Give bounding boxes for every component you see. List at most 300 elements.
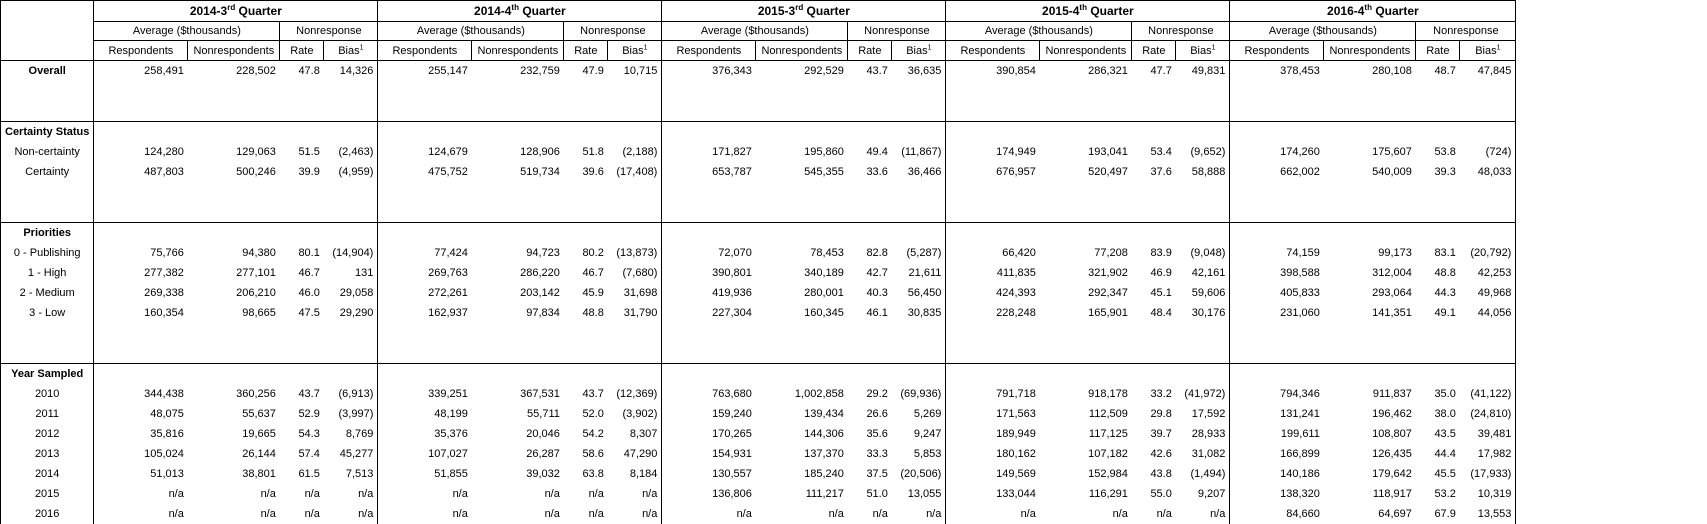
average-group-header: Average ($thousands)	[946, 22, 1132, 41]
rate-value: n/a	[304, 508, 320, 520]
quarter-label: 2014-3	[189, 4, 228, 18]
spacer-cell	[756, 343, 848, 364]
spacer-cell	[1, 343, 94, 364]
row-label: 2010	[1, 384, 94, 404]
respondents-value: 51,855	[434, 468, 468, 480]
empty-cell	[94, 364, 188, 385]
bias-value: n/a	[1176, 504, 1230, 524]
spacer-cell	[1132, 81, 1176, 101]
rate-value: 61.5	[298, 468, 320, 480]
rate-col-header: Rate	[848, 41, 892, 61]
nonrespondents-value: 99,173	[1378, 247, 1412, 259]
respondents-value: 277,382	[144, 267, 184, 279]
spacer-cell	[756, 202, 848, 223]
empty-cell	[1230, 364, 1324, 385]
bias-footnote-marker: 1	[643, 43, 648, 51]
nonrespondents-value: 118,917	[1372, 488, 1412, 500]
average-group-header: Average ($thousands)	[662, 22, 848, 41]
bias-value: (69,936)	[892, 384, 946, 404]
nonrespondents-value: 195,860	[804, 146, 844, 158]
respondents-value: 653,787	[712, 166, 752, 178]
spacer-cell	[472, 101, 564, 122]
empty-cell	[280, 364, 324, 385]
spacer-cell	[946, 101, 1040, 122]
quarter-suffix: Quarter	[235, 4, 282, 18]
bias-col-header	[892, 41, 946, 61]
nonrespondents-value: 38,801	[242, 468, 276, 480]
spacer-cell	[378, 182, 472, 202]
rate-value: 46.7	[298, 267, 320, 279]
respondents-value: 107,027	[428, 448, 468, 460]
spacer-cell	[608, 101, 662, 122]
quarter-label: 2015-4	[1042, 4, 1080, 18]
spacer-cell	[94, 202, 188, 223]
table-row	[1, 303, 1516, 323]
respondents-value: 124,280	[144, 146, 184, 158]
rate-value: n/a	[304, 488, 320, 500]
bias-value: 8,769	[324, 424, 378, 444]
bias-value: 7,513	[324, 464, 378, 484]
spacer-cell	[1230, 202, 1324, 223]
respondents-value: 74,159	[1286, 247, 1320, 259]
spacer-row	[1, 101, 1516, 122]
empty-cell	[1416, 223, 1460, 244]
spacer-row	[1, 202, 1516, 223]
spacer-cell	[1176, 182, 1230, 202]
bias-value: n/a	[608, 504, 662, 524]
spacer-cell	[324, 343, 378, 364]
spacer-cell	[608, 343, 662, 364]
nonrespondents-value: 139,434	[804, 408, 844, 420]
row-label: 2016	[1, 504, 94, 524]
respondents-value: 424,393	[996, 287, 1036, 299]
spacer-cell	[1416, 81, 1460, 101]
bias-value: (20,792)	[1460, 243, 1516, 263]
nonrespondents-value: 112,509	[1088, 408, 1128, 420]
nonrespondents-value: 179,642	[1372, 468, 1412, 480]
respondents-col-header: Respondents	[1230, 41, 1324, 61]
rate-value: 39.6	[582, 166, 604, 178]
spacer-cell	[280, 343, 324, 364]
nonrespondents-value: n/a	[260, 508, 276, 520]
respondents-value: 411,835	[996, 267, 1036, 279]
spacer-cell	[324, 182, 378, 202]
empty-cell	[608, 364, 662, 385]
spacer-cell	[1132, 182, 1176, 202]
spacer-cell	[378, 202, 472, 223]
spacer-cell	[1176, 343, 1230, 364]
bias-footnote-marker: 1	[1496, 43, 1501, 51]
respondents-value: n/a	[168, 488, 184, 500]
nonresponse-group-header: Nonresponse	[848, 22, 946, 41]
nonrespondents-value: 911,837	[1372, 388, 1412, 400]
spacer-cell	[1132, 323, 1176, 343]
bias-value: 13,553	[1460, 504, 1516, 524]
spacer-cell	[324, 101, 378, 122]
corner-cell	[1, 1, 94, 61]
nonrespondents-value: 321,902	[1088, 267, 1128, 279]
spacer-cell	[472, 202, 564, 223]
nonrespondents-value: 107,182	[1088, 448, 1128, 460]
spacer-cell	[378, 101, 472, 122]
bias-col-header	[324, 41, 378, 61]
empty-cell	[1230, 122, 1324, 143]
bias-value: (20,506)	[892, 464, 946, 484]
nonrespondents-value: 165,901	[1088, 307, 1128, 319]
spacer-cell	[892, 202, 946, 223]
nonrespondents-value: 292,347	[1088, 287, 1128, 299]
nonrespondents-value: n/a	[828, 508, 844, 520]
respondents-value: 763,680	[712, 388, 752, 400]
bias-value: 36,635	[892, 61, 946, 82]
quarter-suffix: Quarter	[1086, 4, 1134, 18]
bias-value: 47,290	[608, 444, 662, 464]
bias-label: Bias	[338, 44, 360, 57]
respondents-value: 159,240	[712, 408, 752, 420]
spacer-cell	[1230, 182, 1324, 202]
spacer-cell	[1, 81, 94, 101]
spacer-cell	[472, 81, 564, 101]
bias-value: 9,207	[1176, 484, 1230, 504]
nonrespondents-value: 111,217	[805, 488, 844, 500]
empty-cell	[946, 122, 1040, 143]
bias-value: 131	[324, 263, 378, 283]
section-title: Year Sampled	[1, 364, 94, 385]
row-label: 2014	[1, 464, 94, 484]
spacer-cell	[1040, 182, 1132, 202]
spacer-cell	[378, 343, 472, 364]
spacer-cell	[188, 323, 280, 343]
rate-value: 47.7	[1150, 65, 1172, 77]
nonrespondents-value: 228,502	[236, 65, 276, 77]
rate-col-header: Rate	[1416, 41, 1460, 61]
spacer-cell	[324, 81, 378, 101]
nonrespondents-value: 129,063	[236, 146, 276, 158]
empty-cell	[94, 122, 188, 143]
nonrespondents-value: 286,321	[1088, 65, 1128, 77]
nonrespondents-value: 39,032	[526, 468, 560, 480]
spacer-cell	[1176, 323, 1230, 343]
spacer-cell	[1132, 343, 1176, 364]
bias-footnote-marker: 1	[927, 43, 932, 51]
nonrespondents-value: 19,665	[242, 428, 276, 440]
rate-value: 80.1	[298, 247, 320, 259]
table-row	[1, 142, 1516, 162]
row-label: Certainty	[1, 162, 94, 182]
empty-cell	[564, 364, 608, 385]
spacer-cell	[188, 202, 280, 223]
table-row	[1, 484, 1516, 504]
respondents-value: 48,199	[434, 408, 468, 420]
empty-cell	[1176, 122, 1230, 143]
spacer-row	[1, 343, 1516, 364]
spacer-cell	[1460, 81, 1516, 101]
spacer-cell	[662, 343, 756, 364]
nonrespondents-value: 519,734	[520, 166, 560, 178]
quarter-ordinal: rd	[227, 3, 236, 12]
empty-cell	[1460, 223, 1516, 244]
table-row	[1, 444, 1516, 464]
nonrespondents-value: 520,497	[1088, 166, 1128, 178]
nonrespondents-value: 94,380	[242, 247, 276, 259]
bias-value: (724)	[1460, 142, 1516, 162]
rate-value: 48.7	[1434, 65, 1456, 77]
respondents-value: 376,343	[712, 65, 752, 77]
rate-value: 39.9	[298, 166, 320, 178]
rate-value: 46.0	[298, 287, 320, 299]
spacer-cell	[564, 323, 608, 343]
empty-cell	[564, 122, 608, 143]
spacer-row	[1, 81, 1516, 101]
respondents-value: 344,438	[144, 388, 184, 400]
respondents-value: 794,346	[1280, 388, 1320, 400]
spacer-cell	[1040, 81, 1132, 101]
spacer-cell	[1460, 202, 1516, 223]
nonrespondents-value: 20,046	[526, 428, 560, 440]
spacer-cell	[94, 101, 188, 122]
spacer-cell	[1040, 101, 1132, 122]
spacer-cell	[848, 202, 892, 223]
nonrespondents-value: 117,125	[1088, 428, 1128, 440]
respondents-value: 339,251	[428, 388, 468, 400]
empty-cell	[1040, 364, 1132, 385]
empty-cell	[662, 223, 756, 244]
spacer-cell	[188, 81, 280, 101]
row-label: Non-certainty	[1, 142, 94, 162]
respondents-value: 51,013	[150, 468, 184, 480]
empty-cell	[1132, 364, 1176, 385]
bias-value: (13,873)	[608, 243, 662, 263]
rate-value: 52.0	[582, 408, 604, 420]
respondents-value: 180,162	[996, 448, 1036, 460]
rate-value: 49.4	[866, 146, 888, 158]
empty-cell	[472, 223, 564, 244]
rate-value: 46.7	[582, 267, 604, 279]
bias-value: (24,810)	[1460, 404, 1516, 424]
bias-value: 29,290	[324, 303, 378, 323]
bias-label: Bias	[1475, 44, 1497, 57]
empty-cell	[472, 364, 564, 385]
spacer-cell	[892, 81, 946, 101]
row-label: 2013	[1, 444, 94, 464]
empty-cell	[1040, 223, 1132, 244]
rate-value: 55.0	[1150, 488, 1172, 500]
nonrespondents-value: 540,009	[1372, 166, 1412, 178]
rate-value: 47.9	[582, 65, 604, 77]
spacer-cell	[1132, 202, 1176, 223]
spacer-cell	[94, 323, 188, 343]
empty-cell	[892, 122, 946, 143]
bias-col-header	[1460, 41, 1516, 61]
rate-value: 39.3	[1434, 166, 1456, 178]
table-row	[1, 464, 1516, 484]
rate-value: 83.1	[1434, 247, 1456, 259]
bias-value: 49,831	[1176, 61, 1230, 82]
spacer-cell	[1040, 323, 1132, 343]
bias-value: 14,326	[324, 61, 378, 82]
spacer-cell	[1416, 101, 1460, 122]
spacer-cell	[188, 182, 280, 202]
respondents-value: 140,186	[1280, 468, 1320, 480]
respondents-value: 255,147	[428, 65, 468, 77]
respondents-value: 269,338	[144, 287, 184, 299]
rate-value: 63.8	[582, 468, 604, 480]
spacer-cell	[1230, 323, 1324, 343]
respondents-value: 48,075	[150, 408, 184, 420]
rate-col-header: Rate	[1132, 41, 1176, 61]
respondents-col-header: Respondents	[94, 41, 188, 61]
bias-value: 8,184	[608, 464, 662, 484]
spacer-cell	[378, 323, 472, 343]
empty-cell	[280, 223, 324, 244]
bias-value: (6,913)	[324, 384, 378, 404]
quarter-header	[946, 1, 1230, 22]
rate-value: 49.1	[1434, 307, 1456, 319]
respondents-value: 170,265	[712, 428, 752, 440]
respondents-col-header: Respondents	[662, 41, 756, 61]
respondents-value: n/a	[452, 488, 468, 500]
empty-cell	[94, 223, 188, 244]
rate-value: 51.8	[582, 146, 604, 158]
respondents-value: 154,931	[712, 448, 752, 460]
rate-value: 47.8	[298, 65, 320, 77]
nonrespondents-value: 293,064	[1372, 287, 1412, 299]
respondents-value: 130,557	[712, 468, 752, 480]
spacer-cell	[1324, 343, 1416, 364]
quarter-label: 2014-4	[474, 4, 512, 18]
bias-value: 10,715	[608, 61, 662, 82]
spacer-cell	[1230, 81, 1324, 101]
average-group-header: Average ($thousands)	[94, 22, 280, 41]
spacer-cell	[608, 202, 662, 223]
spacer-cell	[756, 323, 848, 343]
spacer-cell	[608, 182, 662, 202]
bias-value: 30,176	[1176, 303, 1230, 323]
spacer-cell	[1416, 202, 1460, 223]
respondents-value: 189,949	[996, 428, 1036, 440]
bias-value: 17,982	[1460, 444, 1516, 464]
bias-value: 44,056	[1460, 303, 1516, 323]
spacer-cell	[378, 81, 472, 101]
row-label: 3 - Low	[1, 303, 94, 323]
respondents-value: 390,854	[996, 65, 1036, 77]
bias-footnote-marker: 1	[1211, 43, 1216, 51]
spacer-cell	[564, 81, 608, 101]
spacer-cell	[1416, 323, 1460, 343]
section-title: Certainty Status	[1, 122, 94, 143]
bias-value: (11,867)	[892, 142, 946, 162]
nonresponse-group-header: Nonresponse	[564, 22, 662, 41]
nonrespondents-value: 126,435	[1372, 448, 1412, 460]
spacer-cell	[94, 182, 188, 202]
spacer-cell	[892, 343, 946, 364]
spacer-cell	[946, 323, 1040, 343]
spacer-cell	[756, 182, 848, 202]
empty-cell	[848, 364, 892, 385]
nonrespondents-value: n/a	[544, 508, 560, 520]
nonrespondents-value: 144,306	[804, 428, 844, 440]
empty-cell	[324, 223, 378, 244]
bias-value: 45,277	[324, 444, 378, 464]
rate-value: 43.7	[866, 65, 888, 77]
bias-value: 9,247	[892, 424, 946, 444]
table-row	[1, 162, 1516, 182]
rate-value: 67.9	[1434, 508, 1456, 520]
respondents-col-header: Respondents	[946, 41, 1040, 61]
rate-value: 82.8	[866, 247, 888, 259]
quarter-suffix: Quarter	[518, 4, 566, 18]
empty-cell	[892, 364, 946, 385]
bias-value: (14,904)	[324, 243, 378, 263]
nonrespondents-value: 77,208	[1094, 247, 1128, 259]
spacer-cell	[1460, 101, 1516, 122]
rate-value: 37.5	[866, 468, 888, 480]
table-row	[1, 504, 1516, 524]
spacer-cell	[1460, 182, 1516, 202]
respondents-value: n/a	[1020, 508, 1036, 520]
spacer-cell	[472, 182, 564, 202]
rate-value: 53.4	[1150, 146, 1172, 158]
spacer-cell	[892, 182, 946, 202]
nonrespondents-value: 232,759	[520, 65, 560, 77]
rate-value: 46.1	[866, 307, 888, 319]
rate-value: 45.1	[1150, 287, 1172, 299]
quarter-suffix: Quarter	[1371, 4, 1419, 18]
respondents-value: 174,949	[996, 146, 1036, 158]
respondents-value: 405,833	[1280, 287, 1320, 299]
bias-value: n/a	[608, 484, 662, 504]
quarter-ordinal: th	[1364, 3, 1372, 12]
respondents-value: 136,806	[712, 488, 752, 500]
empty-cell	[188, 223, 280, 244]
empty-cell	[892, 223, 946, 244]
bias-value: n/a	[892, 504, 946, 524]
quarter-header	[94, 1, 378, 22]
nonresponse-group-header: Nonresponse	[1132, 22, 1230, 41]
spacer-cell	[756, 101, 848, 122]
section-title: Priorities	[1, 223, 94, 244]
rate-value: 40.3	[866, 287, 888, 299]
nonrespondents-col-header: Nonrespondents	[1040, 41, 1132, 61]
empty-cell	[1132, 223, 1176, 244]
bias-value: (41,972)	[1176, 384, 1230, 404]
table-row	[1, 283, 1516, 303]
bias-value: (12,369)	[608, 384, 662, 404]
empty-cell	[1324, 122, 1416, 143]
empty-cell	[280, 122, 324, 143]
empty-cell	[188, 364, 280, 385]
spacer-row	[1, 182, 1516, 202]
empty-cell	[848, 122, 892, 143]
rate-col-header: Rate	[280, 41, 324, 61]
rate-value: 46.9	[1150, 267, 1172, 279]
empty-cell	[378, 364, 472, 385]
respondents-value: 149,569	[996, 468, 1036, 480]
rate-value: 37.6	[1150, 166, 1172, 178]
spacer-cell	[564, 101, 608, 122]
nonrespondents-value: 160,345	[804, 307, 844, 319]
spacer-cell	[1230, 101, 1324, 122]
empty-cell	[1176, 223, 1230, 244]
empty-cell	[848, 223, 892, 244]
spacer-cell	[1324, 81, 1416, 101]
spacer-cell	[1416, 343, 1460, 364]
empty-cell	[662, 364, 756, 385]
quarter-label: 2015-3	[757, 4, 796, 18]
respondents-value: 138,320	[1280, 488, 1320, 500]
nonrespondents-value: 185,240	[804, 468, 844, 480]
rate-value: 58.6	[582, 448, 604, 460]
